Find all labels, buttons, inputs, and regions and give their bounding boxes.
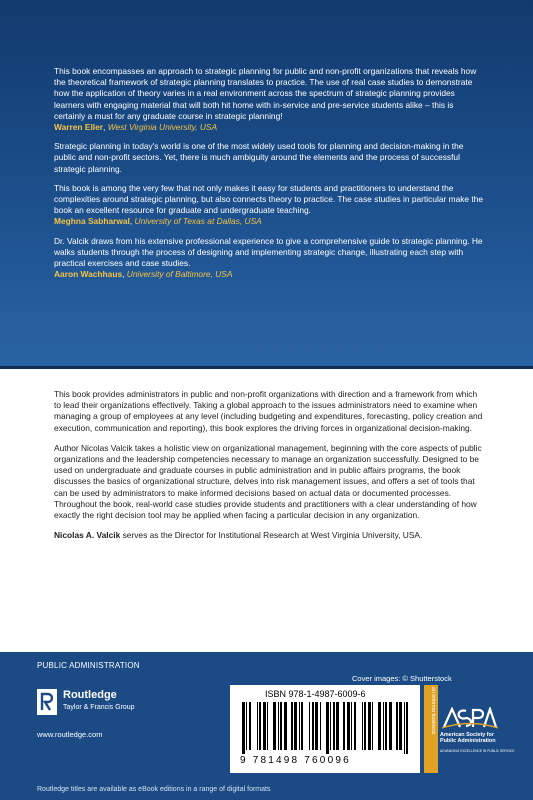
- isbn-barcode-panel: [230, 685, 420, 773]
- barcode-bar: [362, 702, 363, 750]
- aspa-logo-icon: [440, 707, 500, 729]
- barcode-bar: [404, 702, 405, 754]
- publisher-url: www.routledge.com: [37, 730, 103, 739]
- barcode-bar: [242, 702, 245, 754]
- description-text: [54, 389, 484, 550]
- author-bio: [54, 530, 484, 541]
- barcode-bar: [249, 702, 251, 750]
- endorser-affiliation: University of Baltimore, USA: [126, 269, 233, 280]
- publisher-name: Routledge: [63, 689, 117, 701]
- barcode-bar: [406, 702, 408, 754]
- barcode-bar: [399, 702, 402, 750]
- aspa-line-1: American Society for: [440, 732, 494, 738]
- barcode-bar: [333, 702, 335, 750]
- ebook-note: Routledge titles are available as eBook editions in a range of digital formats: [37, 786, 271, 793]
- barcode-bar: [294, 702, 297, 750]
- barcode-bar: [385, 702, 387, 750]
- endorsement-1: This book encompasses an approach to strategic planning for public and non-profit organizations that reveals how the theoretical framework of strategic planning translates to practice. The use of real case studies to demonstrate how the application of theory varies in a real environment across the spectrum of strategic planning provides learners with engaging material that will both hit home with in-service and pre-service students alike – this is certainly a must for any graduate course in strategic planning! Warren Eller, West Virginia University, USA: [54, 66, 477, 133]
- barcode-bar: [378, 702, 381, 750]
- isbn-label: ISBN 978-1-4987-6009-6: [265, 689, 366, 699]
- barcode-bar: [280, 702, 282, 750]
- barcode-bar: [259, 702, 261, 750]
- endorsement-3: Dr. Valcik draws from his extensive professional experience to give a comprehensive guide to strategic planning. He walks students through the process of designing and implementing strategic change, illustrating each step with practical exercises and case studies. Aaron Wachhaus, University of Baltimore, USA: [54, 235, 483, 280]
- author-name: Nicolas A. Valcik: [54, 530, 121, 541]
- routledge-logo-icon: [37, 689, 57, 715]
- barcode-bar: [284, 702, 287, 750]
- barcode-bar: [389, 702, 392, 750]
- subject-category: PUBLIC ADMINISTRATION: [37, 661, 140, 670]
- aspa-logo: [440, 707, 515, 767]
- endorsement-quote: This book is among the very few that not only makes it easy for students and practitioners to understand the complexities around strategic planning, but also connects theory to practice. The case studies in particular make the book an excellent resource for graduate and undergraduate teaching.: [54, 182, 484, 216]
- barcode-bar: [343, 702, 345, 750]
- barcode-bar: [246, 702, 247, 750]
- endorsement-quote: Dr. Valcik draws from his extensive professional experience to give a comprehensive guide to strategic planning. He walks students through the process of designing and implementing strategic change, illustrating each step with practical exercises and case studies.: [54, 235, 483, 269]
- barcode-bar: [309, 702, 310, 750]
- description-paragraph-1: This book provides administrators in public and non-profit organizations with direction and a framework from which to lead their organizations effectively. Taking a global approach to the issues administrators need to examine when managing a group of employees at any level (including budgeting and expenditures, forecasting, policy creation and execution, communication and reporting), this book explores the driving forces in organizational decision-making.: [54, 389, 483, 433]
- cover-credit: Cover images: © Shutterstock: [352, 674, 452, 683]
- endorsement-2a: [54, 141, 484, 175]
- barcode-bar: [263, 702, 266, 750]
- endorsement-quote: Strategic planning in today's world is one of the most widely used tools for planning and decision-making in the public and non-profit sectors. Yet, there is much ambiguity around the elements and the process of successful strategic planning.: [54, 141, 464, 174]
- endorser-name: Warren Eller: [54, 122, 104, 133]
- endorser-name: Aaron Wachhaus: [54, 269, 123, 280]
- endorsement-2b: This book is among the very few that not only makes it easy for students and practitioners to understand the complexities around strategic planning, but also connects theory to practice. The case studies in particular make the book an excellent resource for graduate and undergraduate teaching. Meghna Sabharwal, University of Texas at Dallas, USA: [54, 182, 484, 227]
- endorser-affiliation: West Virginia University, USA: [107, 122, 218, 133]
- endorser-affiliation: University of Texas at Dallas, USA: [134, 216, 262, 227]
- description-paragraph-2: Author Nicolas Valcik takes a holistic view on organizational management, beginning with the core aspects of public organizations and the leadership competencies necessary to manage an organization successfully. Designed to be used on undergraduate and graduate courses in public administration and in public affairs programs, the book discusses the basics of organizational structure, delves into risk management issues, and offers a set of tools that can be used by administrators to make informed decisions based on actual data or documented processes. Throughout the book, real-world case studies provide students and practitioners with a clear understanding of how exactly the right decision tool may be applied when facing a particular decision in any organization.: [54, 442, 482, 521]
- barcode-bar: [267, 702, 268, 750]
- barcode-bar: [364, 702, 366, 750]
- barcode-bar: [312, 702, 314, 750]
- barcode-bar: [326, 702, 329, 754]
- barcode-bar: [257, 702, 258, 750]
- publisher-logo: [37, 687, 197, 747]
- barcode-bar: [273, 702, 276, 750]
- informa-text: an informa business: [430, 687, 436, 735]
- barcode-bar: [383, 702, 384, 750]
- barcode-bar: [351, 702, 352, 750]
- barcode-number: 9 781498 760096: [240, 755, 351, 766]
- barcode-bar: [347, 702, 350, 750]
- barcode-bar: [330, 702, 331, 750]
- endorsements-panel: [0, 0, 533, 366]
- barcode-bar: [372, 702, 373, 750]
- barcode-bar: [315, 702, 318, 750]
- publisher-group: Taylor & Francis Group: [63, 704, 135, 711]
- barcode-icon: [240, 702, 412, 754]
- aspa-tagline: ADVANCING EXCELLENCE IN PUBLIC SERVICE: [440, 749, 515, 753]
- description-panel: [0, 369, 533, 652]
- barcode-bar: [336, 702, 339, 750]
- cover-footer: [0, 652, 533, 800]
- endorsement-quote: This book encompasses an approach to strategic planning for public and non-profit organizations that reveals how the theoretical framework of strategic planning translates to practice. The use of real case studies to demonstrate how the application of theory varies in a real environment across the spectrum of strategic planning provides learners with engaging material that will both hit home with in-service and pre-service students alike – this is certainly a must for any graduate course in strategic planning!: [54, 66, 477, 121]
- barcode-bar: [320, 702, 321, 750]
- author-bio-text: serves as the Director for Institutional Research at West Virginia University, USA.: [122, 530, 423, 541]
- barcode-bar: [354, 702, 356, 750]
- endorsements-text: [54, 66, 484, 288]
- barcode-bar: [301, 702, 303, 750]
- aspa-line-2: Public Administration: [440, 738, 496, 744]
- endorser-name: Meghna Sabharwal: [54, 216, 130, 227]
- barcode-bar: [291, 702, 293, 750]
- barcode-bar: [368, 702, 371, 750]
- barcode-bar: [396, 702, 398, 750]
- barcode-bar: [299, 702, 300, 750]
- informa-strip: [424, 685, 438, 773]
- barcode-bar: [278, 702, 279, 750]
